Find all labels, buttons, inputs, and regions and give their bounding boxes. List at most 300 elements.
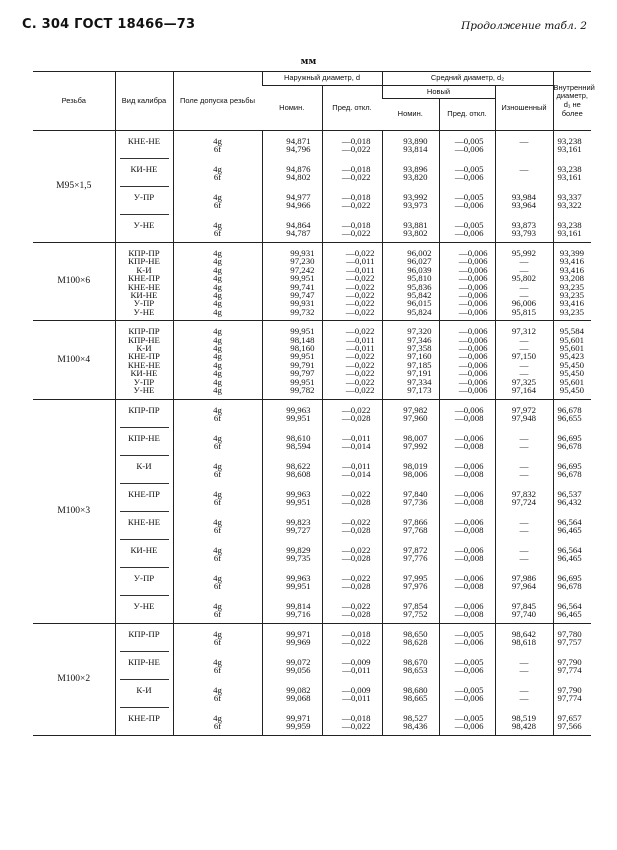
value-d2d: —0,006	[458, 376, 488, 387]
value-dd: —0,009	[341, 656, 371, 667]
value-worn: 95,815	[511, 306, 537, 317]
value-d1: 93,238	[557, 136, 582, 146]
value-d2: 98,665	[403, 692, 428, 703]
value-d1: 96,678	[557, 440, 582, 451]
value-d2: 97,185	[407, 359, 432, 370]
value-tol: 4g	[213, 712, 222, 723]
gauge-label: КПР-ПР	[128, 628, 160, 639]
value-d1: 97,790	[557, 684, 582, 695]
value-d2: 97,173	[407, 385, 432, 396]
value-d2: 98,653	[403, 664, 428, 675]
value-dd: —0,022	[341, 172, 371, 183]
value-dd: —0,028	[341, 580, 371, 591]
value-worn: 97,964	[511, 580, 537, 591]
value-d2d: —0,006	[454, 144, 484, 155]
value-tol: 4g	[213, 516, 222, 527]
value-tol: 4g	[213, 248, 222, 258]
value-d2d: —0,006	[458, 273, 488, 284]
value-d2d: —0,006	[458, 326, 488, 337]
value-d: 99,971	[286, 628, 311, 639]
value-d2: 97,866	[403, 516, 428, 527]
value-d1: 96,465	[557, 608, 582, 619]
value-d2: 93,820	[403, 172, 428, 183]
value-tol: 4g	[213, 264, 222, 275]
gauge-label: КНЕ-ПР	[128, 351, 160, 362]
value-worn: —	[519, 440, 529, 451]
value-d2d: —0,008	[454, 412, 484, 423]
gauge-label: КНЕ-ПР	[128, 273, 160, 284]
value-d1: 96,537	[557, 488, 582, 499]
gauge-label: КНЕ-НЕ	[127, 136, 161, 146]
value-tol: 6f	[213, 636, 222, 647]
value-worn: —	[519, 432, 529, 443]
value-d: 94,796	[286, 144, 311, 155]
value-worn: 97,150	[511, 351, 537, 362]
value-d1: 93,416	[559, 256, 584, 267]
value-worn: —	[519, 256, 529, 267]
value-d1: 95,423	[559, 351, 584, 362]
value-dd: —0,022	[345, 351, 375, 362]
value-d2: 93,973	[403, 200, 428, 211]
gauge-label: КНЕ-НЕ	[127, 516, 161, 527]
cell-d1	[553, 399, 591, 623]
value-d2d: —0,005	[454, 192, 484, 202]
value-d2d: —0,006	[458, 256, 488, 267]
value-dd: —0,018	[341, 712, 371, 723]
value-d1: 95,601	[559, 343, 584, 354]
value-tol: 6f	[213, 524, 222, 535]
value-worn: —	[519, 516, 529, 527]
value-d2d: —0,006	[458, 248, 488, 258]
value-d1: 93,416	[559, 264, 584, 275]
thread-cell: M95×1,5	[33, 131, 115, 243]
value-d1: 97,790	[557, 656, 582, 667]
value-d1: 96,564	[557, 544, 582, 555]
value-worn: —	[519, 460, 529, 471]
value-dd: —0,022	[341, 516, 371, 527]
value-d2: 98,628	[403, 636, 428, 647]
value-dd: —0,011	[342, 692, 371, 703]
value-d: 98,594	[286, 440, 311, 451]
value-dd: —0,022	[345, 385, 375, 396]
value-worn: —	[519, 692, 529, 703]
value-d2: 96,039	[407, 264, 432, 275]
value-tol: 4g	[213, 656, 222, 667]
gauge-label: У-ПР	[133, 572, 155, 583]
value-d2d: —0,006	[458, 368, 488, 379]
cell-tol	[173, 399, 262, 623]
col-new: Новый	[382, 86, 495, 99]
value-d2d: —0,006	[458, 334, 488, 345]
value-d2: 96,027	[407, 256, 432, 267]
table-row	[33, 243, 591, 321]
value-d2d: —0,005	[454, 684, 484, 695]
gauge-label: У-ПР	[133, 192, 155, 202]
col-tolerance: Поле допуска резьбы	[173, 72, 262, 131]
value-dd: —0,011	[342, 664, 371, 675]
value-d1: 93,235	[559, 306, 584, 317]
unit-label: мм	[300, 57, 317, 67]
value-tol: 6f	[213, 608, 222, 619]
value-d1: 96,564	[557, 516, 582, 527]
cell-gauge	[115, 623, 173, 735]
value-d2: 98,436	[403, 720, 428, 731]
value-d2: 97,334	[407, 376, 432, 387]
value-d2d: —0,006	[458, 281, 488, 292]
gauge-label: КИ-НЕ	[130, 164, 158, 174]
value-d2d: —0,008	[454, 580, 484, 591]
value-d1: 97,774	[557, 692, 582, 703]
value-dd: —0,022	[341, 228, 371, 239]
gauge-label: К-И	[136, 343, 152, 354]
value-tol: 4g	[213, 273, 222, 284]
value-d: 99,931	[290, 248, 315, 258]
value-dd: —0,022	[345, 273, 375, 284]
value-d2: 93,992	[403, 192, 428, 202]
value-d2: 97,776	[403, 552, 428, 563]
dimensions-table	[33, 71, 595, 736]
cell-gauges	[115, 321, 173, 399]
value-d2: 93,814	[403, 144, 428, 155]
col-middle-diameter: Средний диаметр, d₂	[382, 72, 553, 86]
value-tol: 4g	[213, 351, 222, 362]
gauge-label: КПР-ПР	[128, 248, 160, 258]
value-d2: 97,160	[407, 351, 432, 362]
value-d2d: —0,006	[458, 385, 488, 396]
value-d: 99,082	[286, 684, 311, 695]
page-header-left: С. 304 ГОСТ 18466—73	[22, 17, 196, 32]
value-d1: 96,432	[557, 496, 582, 507]
value-worn: 98,642	[511, 628, 537, 639]
gauge-label: КПР-ПР	[128, 404, 160, 415]
gauge-label: У-НЕ	[133, 306, 155, 317]
value-worn: —	[519, 552, 529, 563]
value-d: 99,931	[290, 298, 315, 309]
gauge-label: КПР-ПР	[128, 326, 160, 337]
value-d1: 96,678	[557, 580, 582, 591]
value-d1: 95,450	[559, 368, 584, 379]
value-worn: 98,428	[511, 720, 537, 731]
value-dd: —0,022	[341, 144, 371, 155]
value-dd: —0,028	[341, 608, 371, 619]
value-d1: 97,774	[557, 664, 582, 675]
value-d2d: —0,006	[454, 432, 484, 443]
value-d2d: —0,006	[454, 692, 484, 703]
value-d: 97,230	[290, 256, 315, 267]
value-d: 94,802	[286, 172, 311, 183]
value-d1: 96,695	[557, 460, 582, 471]
cell-d2	[382, 623, 439, 735]
value-tol: 4g	[213, 281, 222, 292]
value-d2: 97,995	[403, 572, 428, 583]
cell-d	[262, 243, 322, 321]
value-d2d: —0,006	[454, 600, 484, 611]
cell-worn	[495, 623, 553, 735]
cell-d2d	[439, 321, 495, 399]
table-row	[33, 399, 591, 623]
value-d1: 93,416	[559, 298, 584, 309]
value-d2: 97,960	[403, 412, 428, 423]
value-d: 98,622	[286, 460, 311, 471]
value-d: 99,747	[290, 290, 315, 301]
value-tol: 6f	[213, 228, 222, 239]
value-d2d: —0,008	[454, 524, 484, 535]
cell-d1	[553, 243, 591, 321]
value-d1: 95,584	[559, 326, 584, 337]
value-tol: 4g	[213, 290, 222, 301]
value-d1: 95,450	[559, 385, 584, 396]
value-d: 99,951	[286, 496, 311, 507]
value-d1: 95,450	[559, 359, 584, 370]
value-tol: 4g	[213, 298, 222, 309]
gauge-label: К-И	[136, 684, 152, 695]
value-worn: 97,832	[511, 488, 537, 499]
cell-worn	[495, 131, 553, 243]
value-d1: 93,235	[559, 290, 584, 301]
value-tol: 6f	[213, 552, 222, 563]
gauge-label: У-НЕ	[133, 385, 155, 396]
value-d: 98,148	[290, 334, 315, 345]
value-d2: 96,015	[407, 298, 432, 309]
value-d2d: —0,006	[454, 636, 484, 647]
value-d2: 97,752	[403, 608, 428, 619]
value-d1: 93,161	[557, 144, 582, 155]
value-d2: 93,896	[403, 164, 428, 174]
value-d2d: —0,008	[454, 608, 484, 619]
value-d2d: —0,006	[454, 720, 484, 731]
value-d1: 95,601	[559, 376, 584, 387]
value-tol: 4g	[213, 432, 222, 443]
cell-d	[262, 623, 322, 735]
value-tol: 4g	[213, 376, 222, 387]
table-row	[33, 623, 591, 735]
cell-gauge	[115, 131, 173, 243]
value-d2: 98,670	[403, 656, 428, 667]
col-outer-deviation: Пред. откл.	[322, 86, 382, 131]
cell-tol	[173, 623, 262, 735]
value-d2: 97,976	[403, 580, 428, 591]
value-d2: 97,320	[407, 326, 432, 337]
value-d: 99,963	[286, 488, 311, 499]
value-dd: —0,028	[341, 524, 371, 535]
value-worn: 98,618	[511, 636, 537, 647]
value-worn: —	[519, 136, 529, 146]
value-worn: —	[519, 468, 529, 479]
value-d2d: —0,006	[454, 172, 484, 183]
value-d1: 96,678	[557, 468, 582, 479]
value-d1: 96,564	[557, 600, 582, 611]
value-worn: —	[519, 343, 529, 354]
value-tol: 4g	[213, 544, 222, 555]
value-d: 99,959	[286, 720, 311, 731]
value-d2d: —0,008	[454, 552, 484, 563]
value-worn: 98,519	[511, 712, 537, 723]
gauge-label: У-НЕ	[133, 600, 155, 611]
value-dd: —0,018	[341, 136, 371, 146]
value-d2: 95,810	[407, 273, 432, 284]
gauge-label: КПР-НЕ	[128, 432, 160, 443]
value-tol: 6f	[213, 664, 222, 675]
table-row	[33, 321, 591, 399]
value-d: 94,876	[286, 164, 311, 174]
value-worn: —	[519, 368, 529, 379]
value-d: 99,823	[286, 516, 311, 527]
cell-d2	[382, 243, 439, 321]
value-tol: 6f	[213, 440, 222, 451]
value-worn: —	[519, 290, 529, 301]
value-worn: 97,312	[511, 326, 537, 337]
value-worn: —	[519, 656, 529, 667]
value-dd: —0,022	[341, 600, 371, 611]
value-d2d: —0,006	[454, 488, 484, 499]
cell-d2	[382, 399, 439, 623]
value-d2: 97,736	[403, 496, 428, 507]
value-d: 99,951	[290, 326, 315, 337]
value-d1: 93,161	[557, 172, 582, 183]
value-d: 94,977	[286, 192, 311, 202]
value-d: 99,072	[286, 656, 311, 667]
value-d2d: —0,005	[454, 164, 484, 174]
value-dd: —0,018	[341, 164, 371, 174]
value-dd: —0,022	[345, 306, 375, 317]
value-tol: 6f	[213, 412, 222, 423]
gauge-label: У-ПР	[133, 298, 155, 309]
value-worn: —	[519, 524, 529, 535]
value-tol: 4g	[213, 220, 222, 230]
value-d2: 97,191	[407, 368, 432, 379]
value-d2: 98,019	[403, 460, 428, 471]
gauge-label: КИ-НЕ	[130, 368, 158, 379]
value-tol: 4g	[213, 164, 222, 174]
value-d: 99,735	[286, 552, 311, 563]
cell-d	[262, 131, 322, 243]
value-d: 99,732	[290, 306, 315, 317]
value-dd: —0,022	[341, 572, 371, 583]
value-dd: —0,022	[345, 326, 375, 337]
value-d2d: —0,006	[458, 359, 488, 370]
value-d2d: —0,008	[454, 496, 484, 507]
value-d1: 96,695	[557, 432, 582, 443]
value-tol: 4g	[213, 136, 222, 146]
value-d1: 93,322	[557, 200, 582, 211]
value-dd: —0,014	[341, 468, 371, 479]
cell-d1	[553, 131, 591, 243]
value-d1: 93,161	[557, 228, 582, 239]
value-worn: —	[519, 264, 529, 275]
value-d2d: —0,008	[454, 468, 484, 479]
value-worn: 93,984	[511, 192, 537, 202]
cell-gauges	[115, 243, 173, 321]
value-dd: —0,028	[341, 496, 371, 507]
value-dd: —0,022	[341, 720, 371, 731]
value-dd: —0,011	[346, 256, 375, 267]
thread-cell: M100×4	[33, 321, 115, 399]
cell-worn	[495, 243, 553, 321]
value-d2: 98,680	[403, 684, 428, 695]
value-d2d: —0,005	[454, 656, 484, 667]
value-dd: —0,022	[345, 281, 375, 292]
cell-tol	[173, 131, 262, 243]
value-worn: —	[519, 164, 529, 174]
value-d: 99,969	[286, 636, 311, 647]
value-tol: 4g	[213, 359, 222, 370]
col-middle-deviation: Пред. откл.	[439, 99, 495, 131]
value-tol: 6f	[213, 172, 222, 183]
value-worn: 97,740	[511, 608, 537, 619]
cell-d2d	[439, 623, 495, 735]
value-d2d: —0,006	[458, 343, 488, 354]
value-d2: 97,872	[403, 544, 428, 555]
value-dd: —0,011	[346, 264, 375, 275]
value-d: 99,068	[286, 692, 311, 703]
value-worn: —	[519, 281, 529, 292]
value-tol: 4g	[213, 572, 222, 583]
thread-cell: M100×2	[33, 623, 115, 735]
value-dd: —0,011	[342, 460, 371, 471]
col-outer-nominal: Номин.	[262, 86, 322, 131]
col-worn: Изношенный	[495, 86, 553, 131]
gauge-label: У-ПР	[133, 376, 155, 387]
value-worn: 95,992	[511, 248, 537, 258]
value-dd: —0,028	[341, 412, 371, 423]
value-d: 99,782	[290, 385, 315, 396]
value-d2: 97,854	[403, 600, 428, 611]
value-dd: —0,022	[341, 200, 371, 211]
gauge-label: КНЕ-ПР	[128, 488, 160, 499]
value-d: 99,951	[290, 351, 315, 362]
gauge-label: У-НЕ	[133, 220, 155, 230]
cell-dd	[322, 243, 382, 321]
value-dd: —0,022	[341, 544, 371, 555]
value-d2d: —0,006	[454, 404, 484, 415]
value-tol: 4g	[213, 343, 222, 354]
value-d2d: —0,005	[454, 712, 484, 723]
value-d2d: —0,005	[454, 628, 484, 639]
value-d1: 96,695	[557, 572, 582, 583]
value-d2d: —0,006	[458, 264, 488, 275]
value-dd: —0,022	[345, 248, 375, 258]
value-d2: 93,890	[403, 136, 428, 146]
value-d2d: —0,006	[454, 200, 484, 211]
value-dd: —0,018	[341, 192, 371, 202]
value-d: 99,951	[290, 376, 315, 387]
value-d2d: —0,006	[454, 460, 484, 471]
value-tol: 4g	[213, 334, 222, 345]
value-d1: 96,678	[557, 404, 582, 415]
value-d2d: —0,008	[454, 440, 484, 451]
value-worn: —	[519, 684, 529, 695]
value-d2: 97,982	[403, 404, 428, 415]
value-d: 99,797	[290, 368, 315, 379]
value-tol: 6f	[213, 144, 222, 155]
value-tol: 4g	[213, 460, 222, 471]
value-dd: —0,022	[341, 404, 371, 415]
value-d2d: —0,005	[454, 136, 484, 146]
value-tol: 4g	[213, 368, 222, 379]
value-tol: 4g	[213, 404, 222, 415]
value-d2d: —0,006	[454, 516, 484, 527]
value-d: 99,791	[290, 359, 315, 370]
value-d: 94,864	[286, 220, 311, 230]
value-d1: 96,655	[557, 412, 582, 423]
value-d1: 96,465	[557, 552, 582, 563]
value-tol: 4g	[213, 684, 222, 695]
value-dd: —0,014	[341, 440, 371, 451]
value-tol: 4g	[213, 256, 222, 267]
value-tol: 6f	[213, 580, 222, 591]
col-thread: Резьба	[33, 72, 115, 131]
cell-d2	[382, 321, 439, 399]
